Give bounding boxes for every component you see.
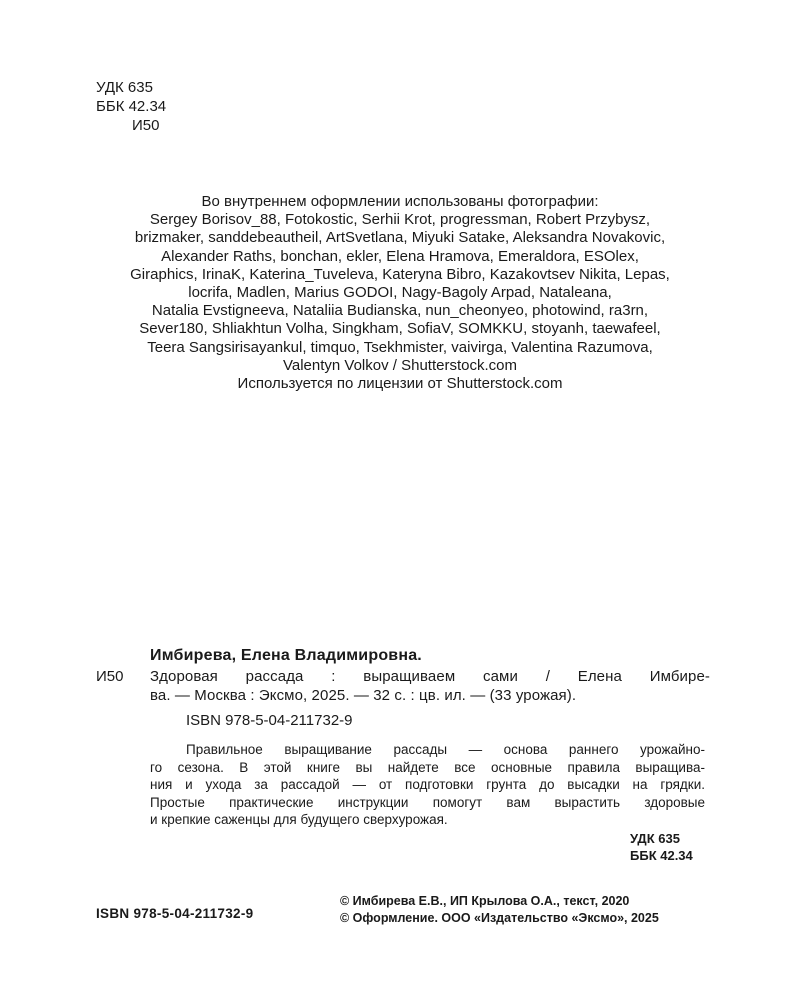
credits-heading: Во внутреннем оформлении использованы фотографии: (201, 193, 599, 210)
annotation-line: го сезона. В этой книге вы найдете все основные правила выращива- (150, 759, 705, 775)
annotation-line: и крепкие саженцы для будущего сверхурожая. (150, 812, 448, 828)
annotation-line: Правильное выращивание рассады — основа раннего урожайно- (186, 742, 705, 757)
bbk-code: ББК 42.34 (96, 98, 167, 115)
isbn-record: ISBN 978-5-04-211732-9 (186, 712, 353, 729)
photo-credits (60, 193, 740, 393)
author-sign-record: И50 (96, 668, 124, 685)
biblio-line: Здоровая рассада : выращиваем сами / Елена Имбире- (150, 668, 710, 685)
udk-code: УДК 635 (96, 79, 153, 96)
credits-line: Alexander Raths, bonchan, ekler, Elena Hramova, Emeraldora, ESOlex, (161, 247, 639, 265)
credits-line: Sever180, Shliakhtun Volha, Singkham, SofiaV, SOMKKU, stoyanh, taewafeel, (139, 320, 661, 338)
credits-line: Giraphics, IrinaK, Katerina_Tuveleva, Kateryna Bibro, Kazakovtsev Nikita, Lepas, (130, 265, 670, 283)
credits-line: Sergey Borisov_88, Fotokostic, Serhii Krot, progressman, Robert Przybysz, (149, 211, 651, 229)
footer-udk: УДК 635 (630, 831, 680, 846)
credits-line: Valentyn Volkov / Shutterstock.com (282, 356, 517, 374)
copyright-design: © Оформление. ООО «Издательство «Эксмо», 2025 (340, 910, 659, 925)
footer-classification (630, 831, 693, 864)
credits-line: locrifa, Madlen, Marius GODOI, Nagy-Bagoly Arpad, Nataleana, (188, 284, 612, 302)
credits-line: Teera Sangsirisayankul, timquo, Tsekhmister, vaivirga, Valentina Razumova, (147, 338, 653, 356)
annotation (150, 741, 705, 829)
author-name: Имбирева, Елена Владимировна. (150, 647, 422, 664)
footer-bbk: ББК 42.34 (630, 847, 693, 863)
license-note: Используется по лицензии от Shutterstock.com (237, 375, 563, 393)
annotation-line: ния и ухода за рассадой — от подготовки грунта до высадки на грядки. (150, 777, 705, 793)
annotation-line: Простые практические инструкции помогут вам вырастить здоровые (150, 794, 705, 810)
author-sign: И50 (132, 117, 160, 134)
classification-block (96, 78, 166, 135)
bibliographic-description (150, 667, 710, 705)
footer-isbn: ISBN 978-5-04-211732-9 (96, 906, 254, 921)
biblio-line: ва. — Москва : Эксмо, 2025. — 32 с. : цв. ил. — (33 урожая). (150, 687, 577, 704)
copyright-block (340, 893, 659, 926)
copyright-text: © Имбирева Е.В., ИП Крылова О.А., текст, 2020 (340, 894, 630, 908)
credits-line: brizmaker, sanddebeautheil, ArtSvetlana, Miyuki Satake, Aleksandra Novakovic, (134, 229, 666, 247)
credits-line: Natalia Evstigneeva, Nataliia Budianska, nun_cheonyeo, photowind, ra3rn, (151, 302, 649, 320)
